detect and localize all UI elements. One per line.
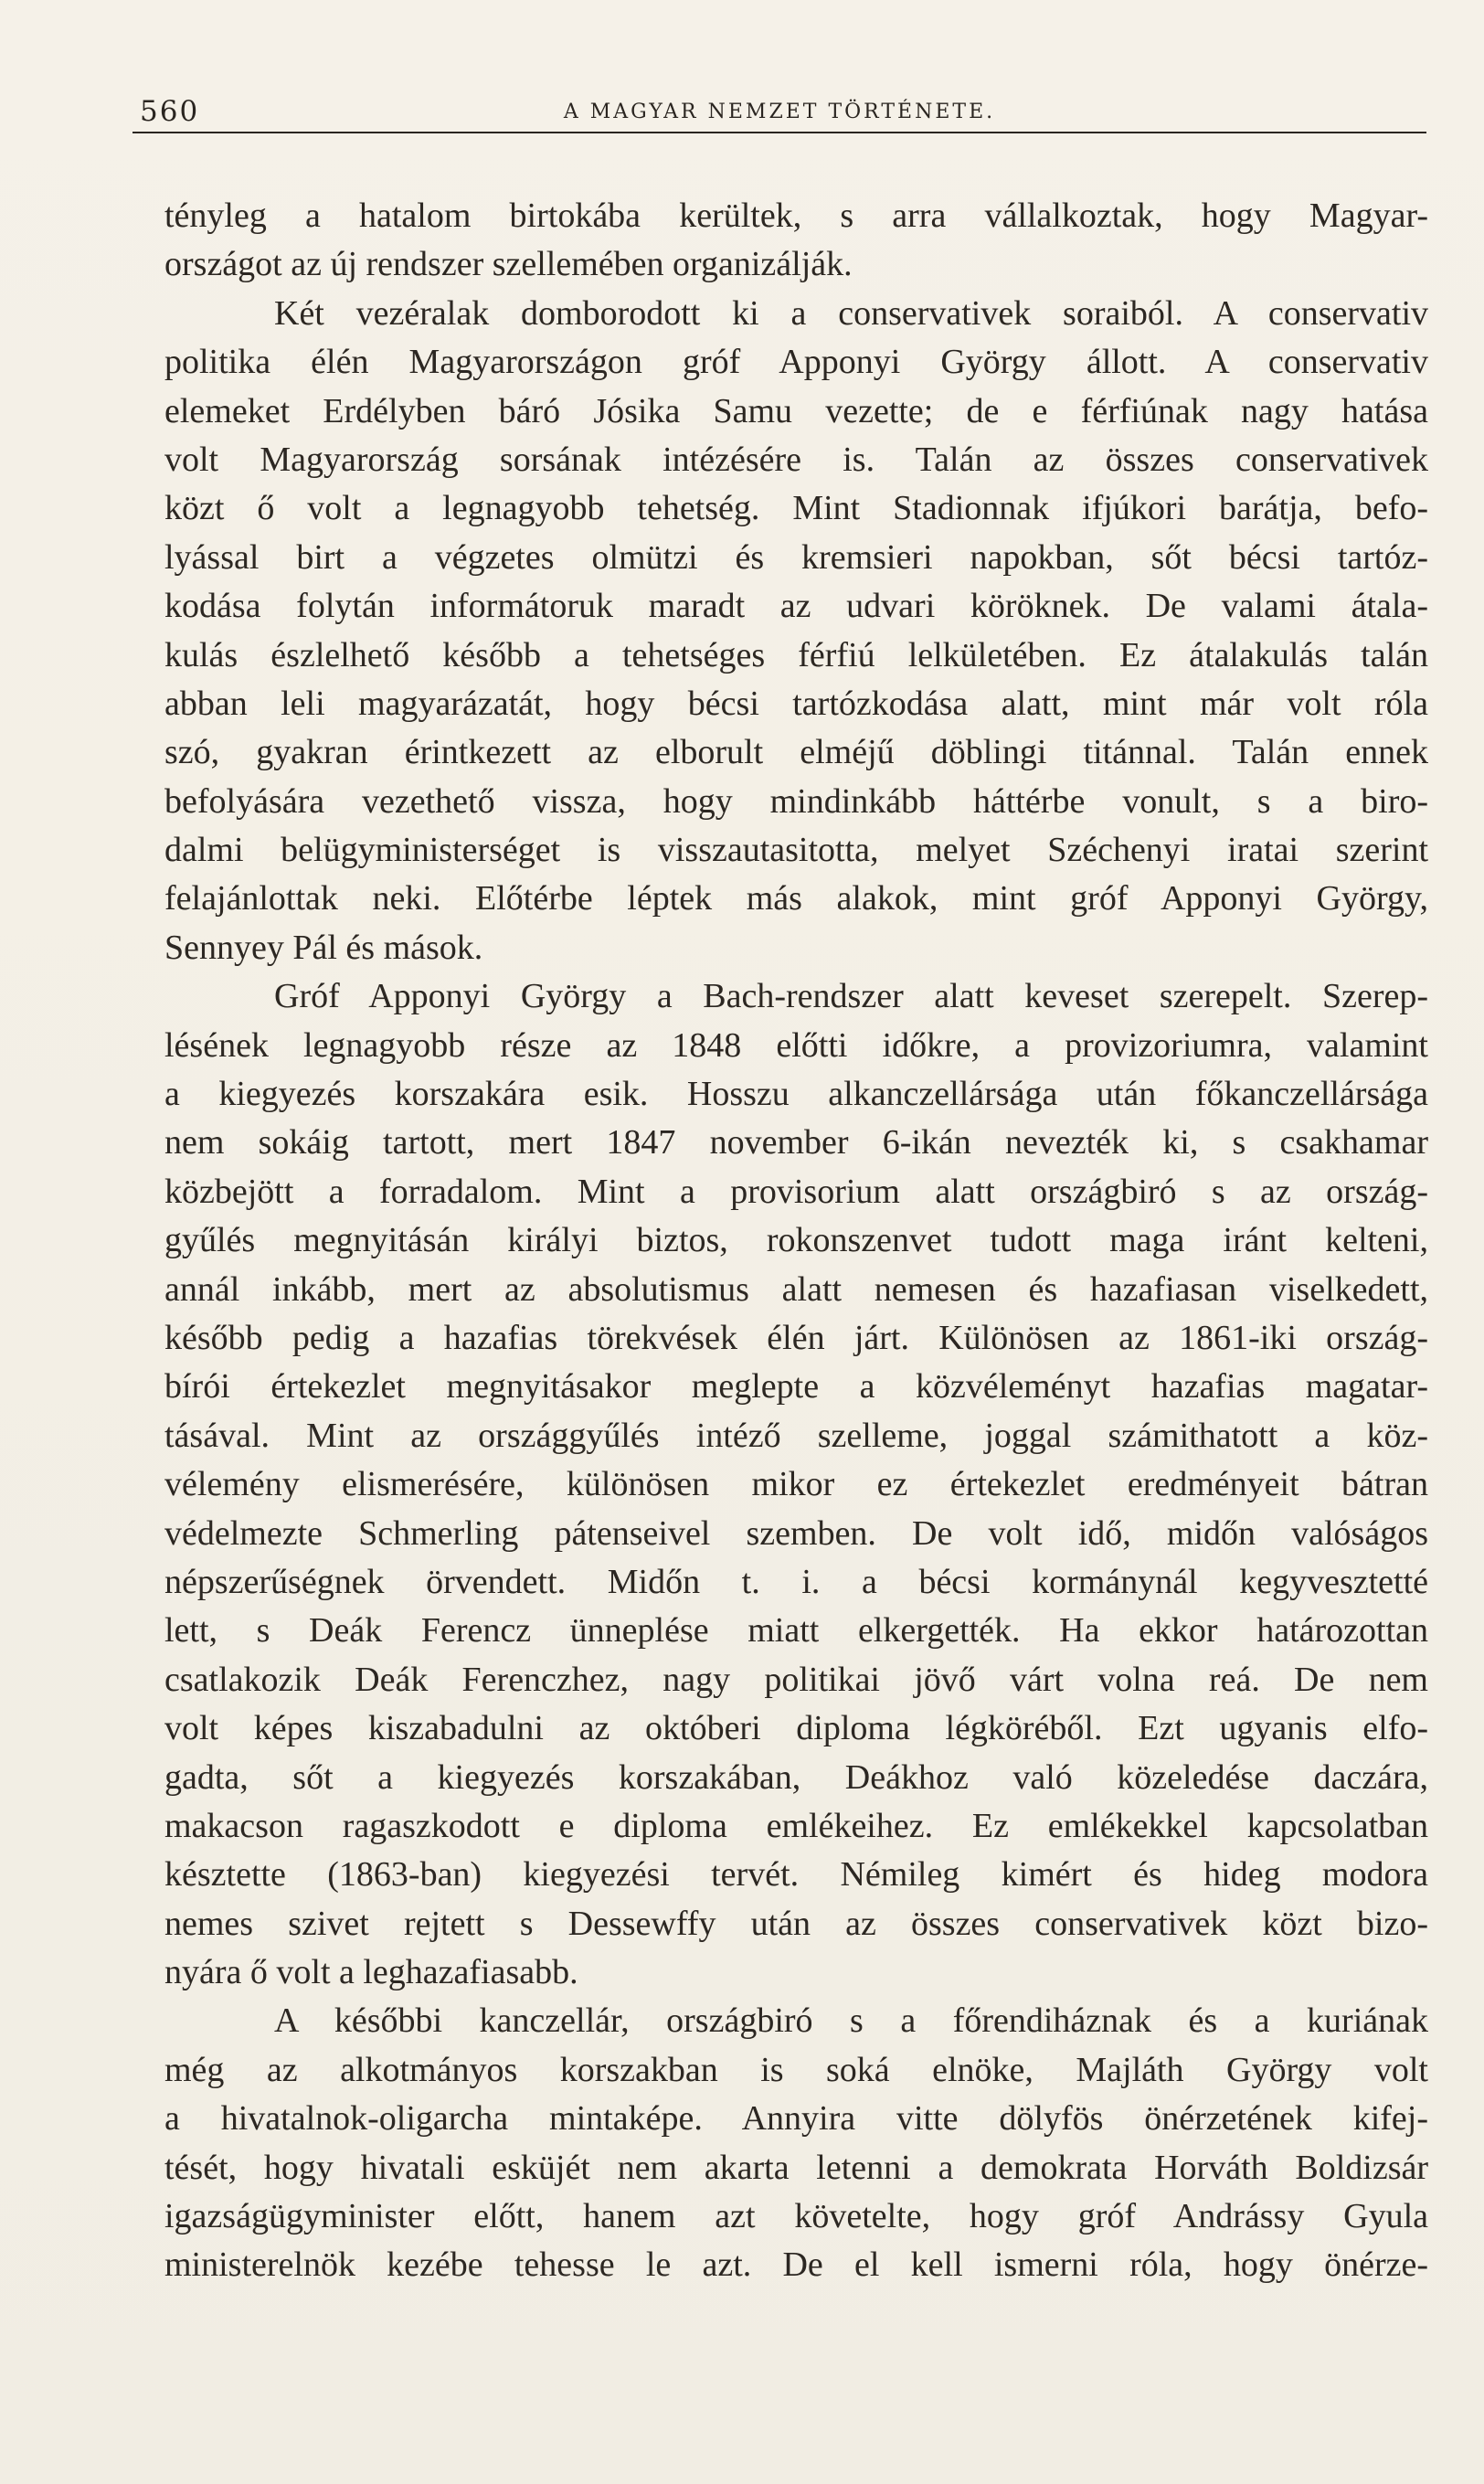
text-line: csatlakozik Deák Ferenczhez, nagy politikai jövő várt volna reá. De nem [164, 1660, 1428, 1699]
text-line: országot az új rendszer szellemében organizálják. [164, 245, 853, 284]
text-line: nyára ő volt a leghazafiasabb. [164, 1953, 578, 1992]
text-line: igazságügyminister előtt, hanem azt követelte, hogy gróf Andrássy Gyula [164, 2197, 1428, 2236]
text-line: gyűlés megnyitásán királyi biztos, rokonszenvet tudott maga iránt kelteni, [164, 1221, 1428, 1260]
text-line: dalmi belügyministerséget is visszautasitotta, melyet Széchenyi iratai szerint [164, 831, 1428, 870]
text-line: vélemény elismerésére, különösen mikor ez értekezlet eredményeit bátran [164, 1465, 1428, 1504]
text-line: abban leli magyarázatát, hogy bécsi tartózkodása alatt, mint már volt róla [164, 684, 1428, 723]
text-line: makacson ragaszkodott e diploma emlékeihez. Ez emlékekkel kapcsolatban [164, 1806, 1428, 1845]
body-text [164, 192, 1428, 2290]
text-line: védelmezte Schmerling pátenseivel szemben. De volt idő, midőn valóságos [164, 1513, 1428, 1553]
text-line: lett, s Deák Ferencz ünneplése miatt elkergették. Ha ekkor határozottan [164, 1611, 1428, 1651]
text-line: népszerűségnek örvendett. Midőn t. i. a bécsi kormánynál kegyvesztetté [164, 1562, 1428, 1601]
text-line: tényleg a hatalom birtokába kerültek, s arra vállalkoztak, hogy Magyar- [164, 196, 1428, 235]
text-line: nemes szivet rejtett s Dessewffy után az összes conservativek közt bizo- [164, 1904, 1428, 1943]
page-number: 560 [140, 95, 200, 128]
paragraph-1 [164, 192, 1428, 290]
text-line: kodása folytán informátoruk maradt az udvari köröknek. De valami átala- [164, 587, 1428, 626]
paragraph-3 [164, 972, 1428, 1997]
text-line: nem sokáig tartott, mert 1847 november 6-ikán nevezték ki, s csakhamar [164, 1123, 1428, 1162]
text-line: felajánlottak neki. Előtérbe léptek más alakok, mint gróf Apponyi György, [164, 879, 1428, 918]
text-line: tásával. Mint az országgyűlés intéző szelleme, joggal számithatott a köz- [164, 1416, 1428, 1455]
text-line: befolyására vezethető vissza, hogy mindinkább háttérbe vonult, s a biro- [164, 781, 1428, 821]
text-line: a kiegyezés korszakára esik. Hosszu alkanczellársága után főkanczellársága [164, 1075, 1428, 1114]
text-line: tését, hogy hivatali esküjét nem akarta letenni a demokrata Horváth Boldizsár [164, 2148, 1428, 2187]
text-line: volt képes kiszabadulni az októberi diploma légköréből. Ezt ugyanis elfo- [164, 1709, 1428, 1748]
paragraph-2 [164, 290, 1428, 972]
running-title: A MAGYAR NEMZET TÖRTÉNETE. [563, 101, 996, 123]
text-line: még az alkotmányos korszakban is soká elnöke, Majláth György volt [164, 2050, 1428, 2089]
text-line: A későbbi kanczellár, országbiró s a főrendiháznak és a kuriának [274, 2001, 1428, 2041]
text-line: Sennyey Pál és mások. [164, 928, 483, 967]
text-line: gadta, sőt a kiegyezés korszakában, Deákhoz való közeledése daczára, [164, 1757, 1428, 1797]
text-line: Két vezéralak domborodott ki a conservativek soraiból. A conservativ [274, 293, 1428, 333]
page-header [132, 84, 1426, 133]
text-line: szó, gyakran érintkezett az elborult elméjű döblingi titánnal. Talán ennek [164, 733, 1428, 772]
text-line: a hivatalnok-oligarcha mintaképe. Annyira vitte dölyfös önérzetének kifej- [164, 2099, 1428, 2139]
text-line: annál inkább, mert az absolutismus alatt nemesen és hazafiasan viselkedett, [164, 1269, 1428, 1309]
text-line: Gróf Apponyi György a Bach-rendszer alatt keveset szerepelt. Szerep- [274, 977, 1428, 1016]
text-line: lésének legnagyobb része az 1848 előtti időkre, a provizoriumra, valamint [164, 1025, 1428, 1065]
text-line: volt Magyarország sorsának intézésére is. Talán az összes conservativek [164, 440, 1428, 479]
text-line: elemeket Erdélyben báró Jósika Samu vezette; de e férfiúnak nagy hatása [164, 391, 1428, 430]
text-line: késztette (1863-ban) kiegyezési tervét. Némileg kimért és hideg modora [164, 1855, 1428, 1895]
text-line: később pedig a hazafias törekvések élén járt. Különösen az 1861-iki ország- [164, 1318, 1428, 1357]
paragraph-4 [164, 1997, 1428, 2289]
text-line: ministerelnök kezébe tehesse le azt. De el kell ismerni róla, hogy önérze- [164, 2245, 1428, 2285]
text-line: lyással birt a végzetes olmützi és kremsieri napokban, sőt bécsi tartóz- [164, 537, 1428, 577]
text-line: kulás észlelhető később a tehetséges férfiú lelkületében. Ez átalakulás talán [164, 635, 1428, 674]
text-line: politika élén Magyarországon gróf Apponyi György állott. A conservativ [164, 343, 1428, 382]
text-line: közbejött a forradalom. Mint a provisorium alatt országbiró s az ország- [164, 1172, 1428, 1211]
text-line: bírói értekezlet megnyitásakor meglepte a közvéleményt hazafias magatar- [164, 1367, 1428, 1407]
text-line: közt ő volt a legnagyobb tehetség. Mint Stadionnak ifjúkori barátja, befo- [164, 489, 1428, 528]
